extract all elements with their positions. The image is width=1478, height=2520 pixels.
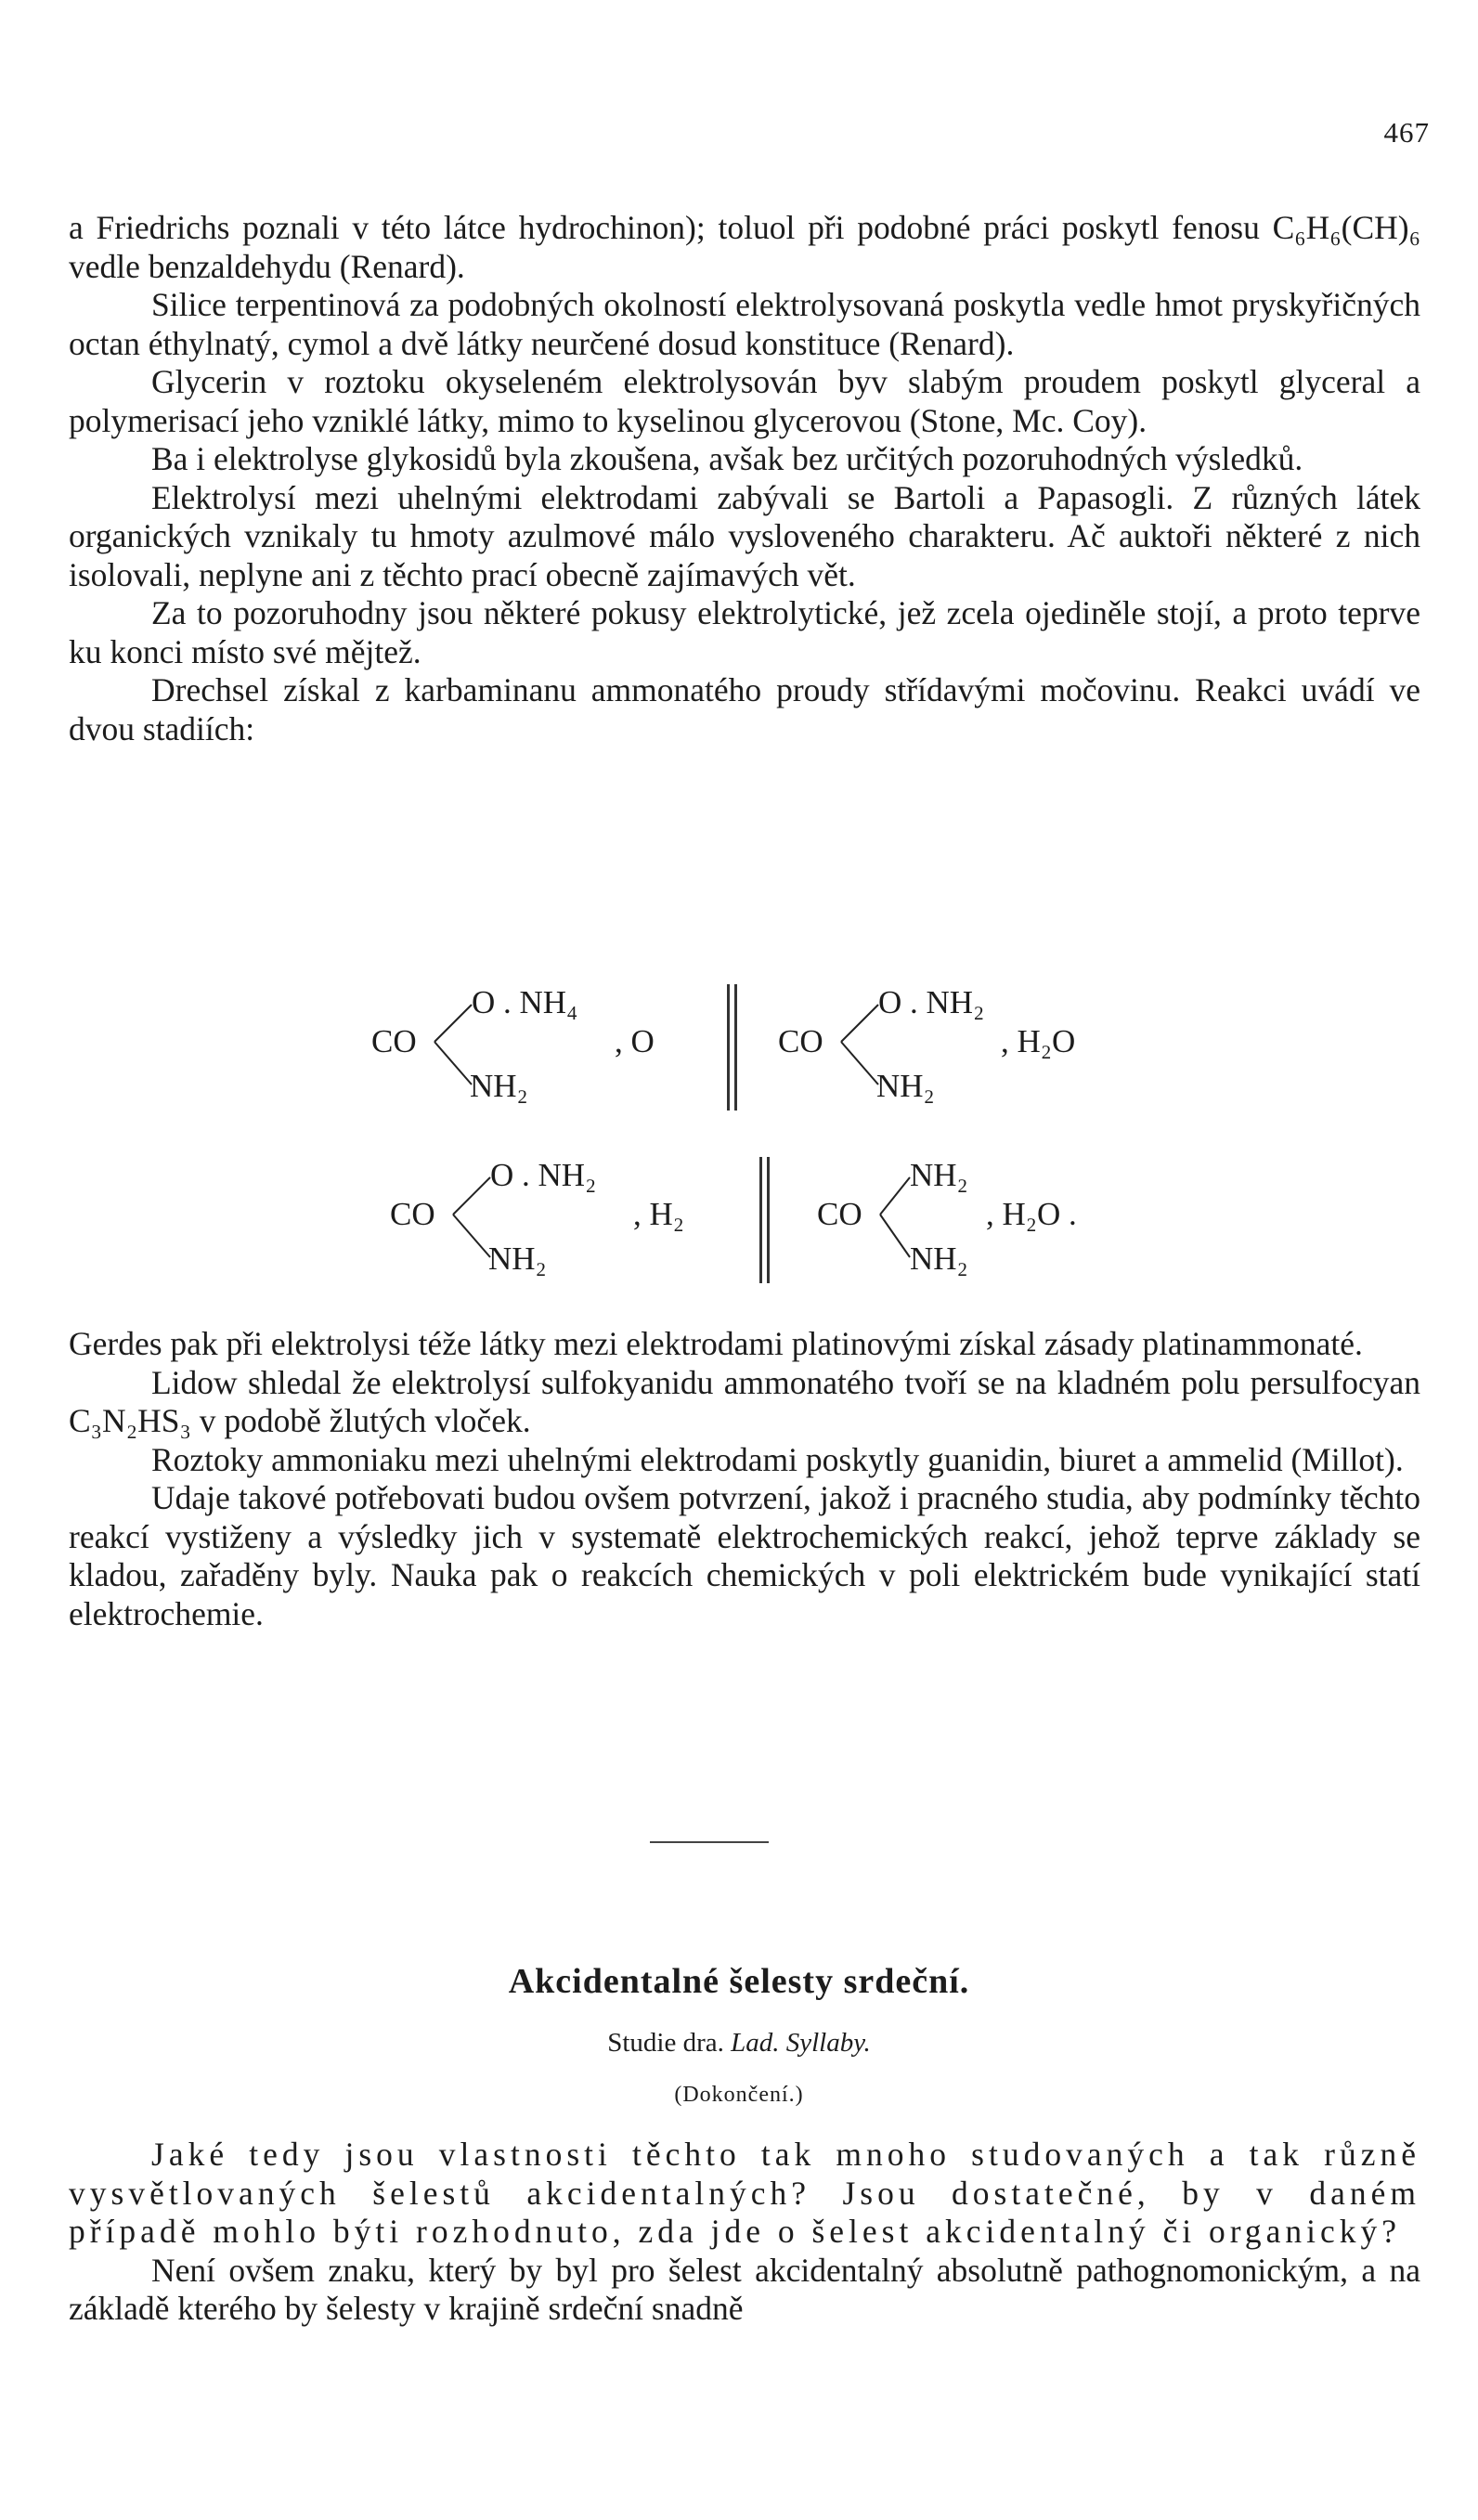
formula-co: CO bbox=[371, 1023, 417, 1059]
author-name: Lad. Syllaby. bbox=[731, 2028, 871, 2058]
paragraph: Není ovšem znaku, který by byl pro šelest akcidentalný absolutně pathognomonickým, a na základě kterého by šelesty v krajině srdeční snadně bbox=[69, 2251, 1420, 2327]
article-continuation-note: (Dokončení.) bbox=[674, 2083, 804, 2107]
formula-tail: , H₂ bbox=[633, 1196, 684, 1232]
formula-co: CO bbox=[390, 1196, 435, 1232]
paragraph: Drechsel získal z karbaminanu ammonatého proudy střídavými močovinu. Reakci uvádí ve dvou stadiích: bbox=[69, 671, 1420, 747]
paragraph: Lidow shledal že elektrolysí sulfokyanidu ammonatého tvoří se na kladném polu persulfocyan C₃N₂HS₃ v podobě žlutých vloček. bbox=[69, 1363, 1420, 1439]
formula-3 bbox=[390, 1157, 706, 1296]
text-block-article bbox=[69, 2136, 1420, 2329]
page-number: 467 bbox=[1383, 116, 1430, 149]
formula-tail: , O bbox=[615, 1023, 655, 1059]
paragraph: Gerdes pak při elektrolysi téže látky mezi elektrodami platinovými získal zásady platinammonaté. bbox=[69, 1325, 1363, 1362]
formula-bottom-group: NH₂ bbox=[876, 1068, 935, 1104]
paragraph: Glycerin v roztoku okyseleném elektrolysován byv slabým proudem poskytl glyceral a polymerisací jeho vzniklé látky, mimo to kyselinou glycerovou (Stone, Mc. Coy). bbox=[69, 363, 1420, 439]
formula-top-group: O . NH₂ bbox=[878, 984, 985, 1020]
formula-4 bbox=[817, 1157, 1133, 1296]
formula-bottom-group: NH₂ bbox=[488, 1241, 547, 1277]
formula-bottom-group: NH₂ bbox=[910, 1241, 968, 1277]
paragraph: Elektrolysí mezi uhelnými elektrodami zabývali se Bartoli a Papasogli. Z různých látek organických vznikaly tu hmoty azulmové málo vysloveného charakteru. Ač auktoři některé z nich isolovali, neplyne ani z těchto prací obecně zajímavých vět. bbox=[69, 478, 1420, 593]
formula-top-group: O . NH₂ bbox=[490, 1157, 597, 1193]
formula-top-group: O . NH₄ bbox=[472, 984, 578, 1020]
article-author bbox=[0, 2028, 1478, 2059]
formula-separator bbox=[734, 984, 737, 1111]
paragraph: Roztoky ammoniaku mezi uhelnými elektrodami poskytly guanidin, biuret a ammelid (Millot). bbox=[151, 1440, 1404, 1478]
bond-lines bbox=[817, 1157, 1133, 1296]
formula-top-group: NH₂ bbox=[910, 1157, 968, 1193]
text-block-top bbox=[69, 209, 1420, 748]
formula-co: CO bbox=[778, 1023, 823, 1059]
formula-tail: , H₂O . bbox=[986, 1196, 1077, 1232]
section-divider bbox=[650, 1841, 769, 1843]
author-prefix: Studie dra. bbox=[607, 2028, 724, 2058]
formula-separator bbox=[727, 984, 730, 1111]
paragraph: Jaké tedy jsou vlastnosti těchto tak mnoho studovaných a tak různě vysvětlovaných šelestů akcidentalných? Jsou dostatečné, by v daném případě mohlo býti rozhodnuto, zda jde o šelest akcidentalný či organický? bbox=[69, 2136, 1420, 2250]
formula-bottom-group: NH₂ bbox=[470, 1068, 528, 1104]
formula-tail: , H₂O bbox=[1001, 1023, 1076, 1059]
formula-separator bbox=[767, 1157, 770, 1283]
formula-1 bbox=[371, 984, 687, 1124]
paragraph: Ba i elektrolyse glykosidů byla zkoušena, avšak bez určitých pozoruhodných výsledků. bbox=[151, 440, 1303, 477]
article-title: Akcidentalné šelesty srdeční. bbox=[508, 1962, 970, 2001]
text-block-bottom bbox=[69, 1325, 1420, 1633]
paragraph: Silice terpentinová za podobných okolností elektrolysovaná poskytla vedle hmot pryskyřičných octan éthylnatý, cymol a dvě látky neurčené dosud konstituce (Renard). bbox=[69, 286, 1420, 362]
paragraph: Za to pozoruhodny jsou některé pokusy elektrolytické, jež zcela ojediněle stojí, a proto teprve ku konci místo své mějtež. bbox=[69, 594, 1420, 670]
formula-2 bbox=[778, 984, 1131, 1124]
paragraph: a Friedrichs poznali v této látce hydrochinon); toluol při podobné práci poskytl fenosu C₆H₆(CH)₆ vedle benzaldehydu (Renard). bbox=[69, 209, 1420, 285]
formula-separator bbox=[759, 1157, 762, 1283]
paragraph: Udaje takové potřebovati budou ovšem potvrzení, jakož i pracného studia, aby podmínky těchto reakcí vystiženy a výsledky jich v systematě elektrochemických reakcí, jehož teprve základy se kladou, zařaděny byly. Nauka pak o reakcích chemických v poli elektrickém bude vynikající statí elektrochemie. bbox=[69, 1479, 1420, 1632]
formula-co: CO bbox=[817, 1196, 862, 1232]
